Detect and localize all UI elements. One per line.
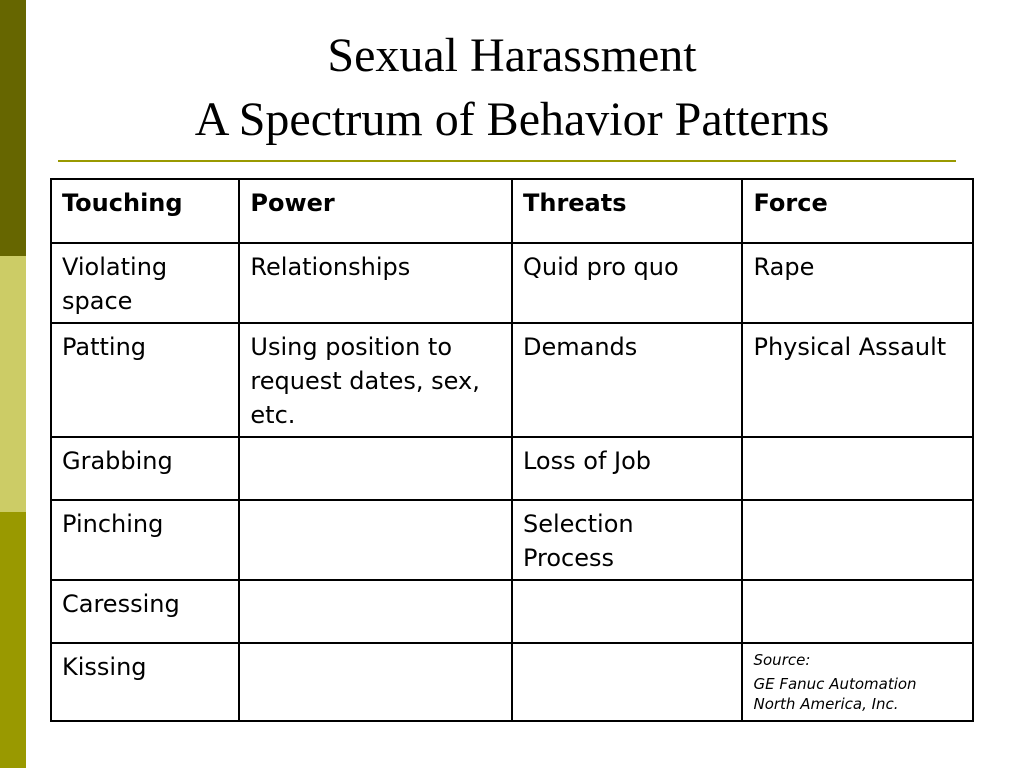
table-cell xyxy=(239,437,512,500)
table-cell: Patting xyxy=(51,323,239,437)
source-citation xyxy=(742,643,973,721)
table-row xyxy=(51,323,973,437)
table-cell xyxy=(239,500,512,580)
table-cell: Rape xyxy=(742,243,973,323)
table-cell: Using position to request dates, sex, etc. xyxy=(239,323,512,437)
table-row xyxy=(51,243,973,323)
table-cell xyxy=(239,643,512,721)
source-label: Source: xyxy=(753,651,811,669)
table-cell xyxy=(512,643,743,721)
table-cell: Quid pro quo xyxy=(512,243,743,323)
table-cell: Demands xyxy=(512,323,743,437)
table-row xyxy=(51,437,973,500)
table-cell: Pinching xyxy=(51,500,239,580)
slide-title xyxy=(60,24,964,152)
table-cell: Loss of Job xyxy=(512,437,743,500)
table-cell: Physical Assault xyxy=(742,323,973,437)
table-header-row xyxy=(51,179,973,243)
header-threats: Threats xyxy=(512,179,743,243)
table-row xyxy=(51,500,973,580)
behavior-table xyxy=(50,178,974,722)
table-cell: Kissing xyxy=(51,643,239,721)
header-force: Force xyxy=(742,179,973,243)
behavior-table-container xyxy=(50,178,974,716)
table-cell: Relationships xyxy=(239,243,512,323)
title-line-1: Sexual Harassment xyxy=(327,29,697,82)
table-cell xyxy=(239,580,512,643)
title-line-2: A Spectrum of Behavior Patterns xyxy=(194,93,830,146)
table-cell: Caressing xyxy=(51,580,239,643)
table-row xyxy=(51,643,973,721)
source-text: GE Fanuc Automation North America, Inc. xyxy=(753,675,917,713)
table-cell xyxy=(742,500,973,580)
table-cell xyxy=(742,437,973,500)
table-cell: Grabbing xyxy=(51,437,239,500)
table-cell xyxy=(742,580,973,643)
sidebar-mid-segment xyxy=(0,512,26,768)
table-cell: Violating space xyxy=(51,243,239,323)
table-cell: Selection Process xyxy=(512,500,743,580)
sidebar-dark-segment xyxy=(0,0,26,256)
title-divider xyxy=(58,160,956,162)
sidebar-light-segment xyxy=(0,256,26,512)
table-cell xyxy=(512,580,743,643)
header-power: Power xyxy=(239,179,512,243)
header-touching: Touching xyxy=(51,179,239,243)
table-row xyxy=(51,580,973,643)
